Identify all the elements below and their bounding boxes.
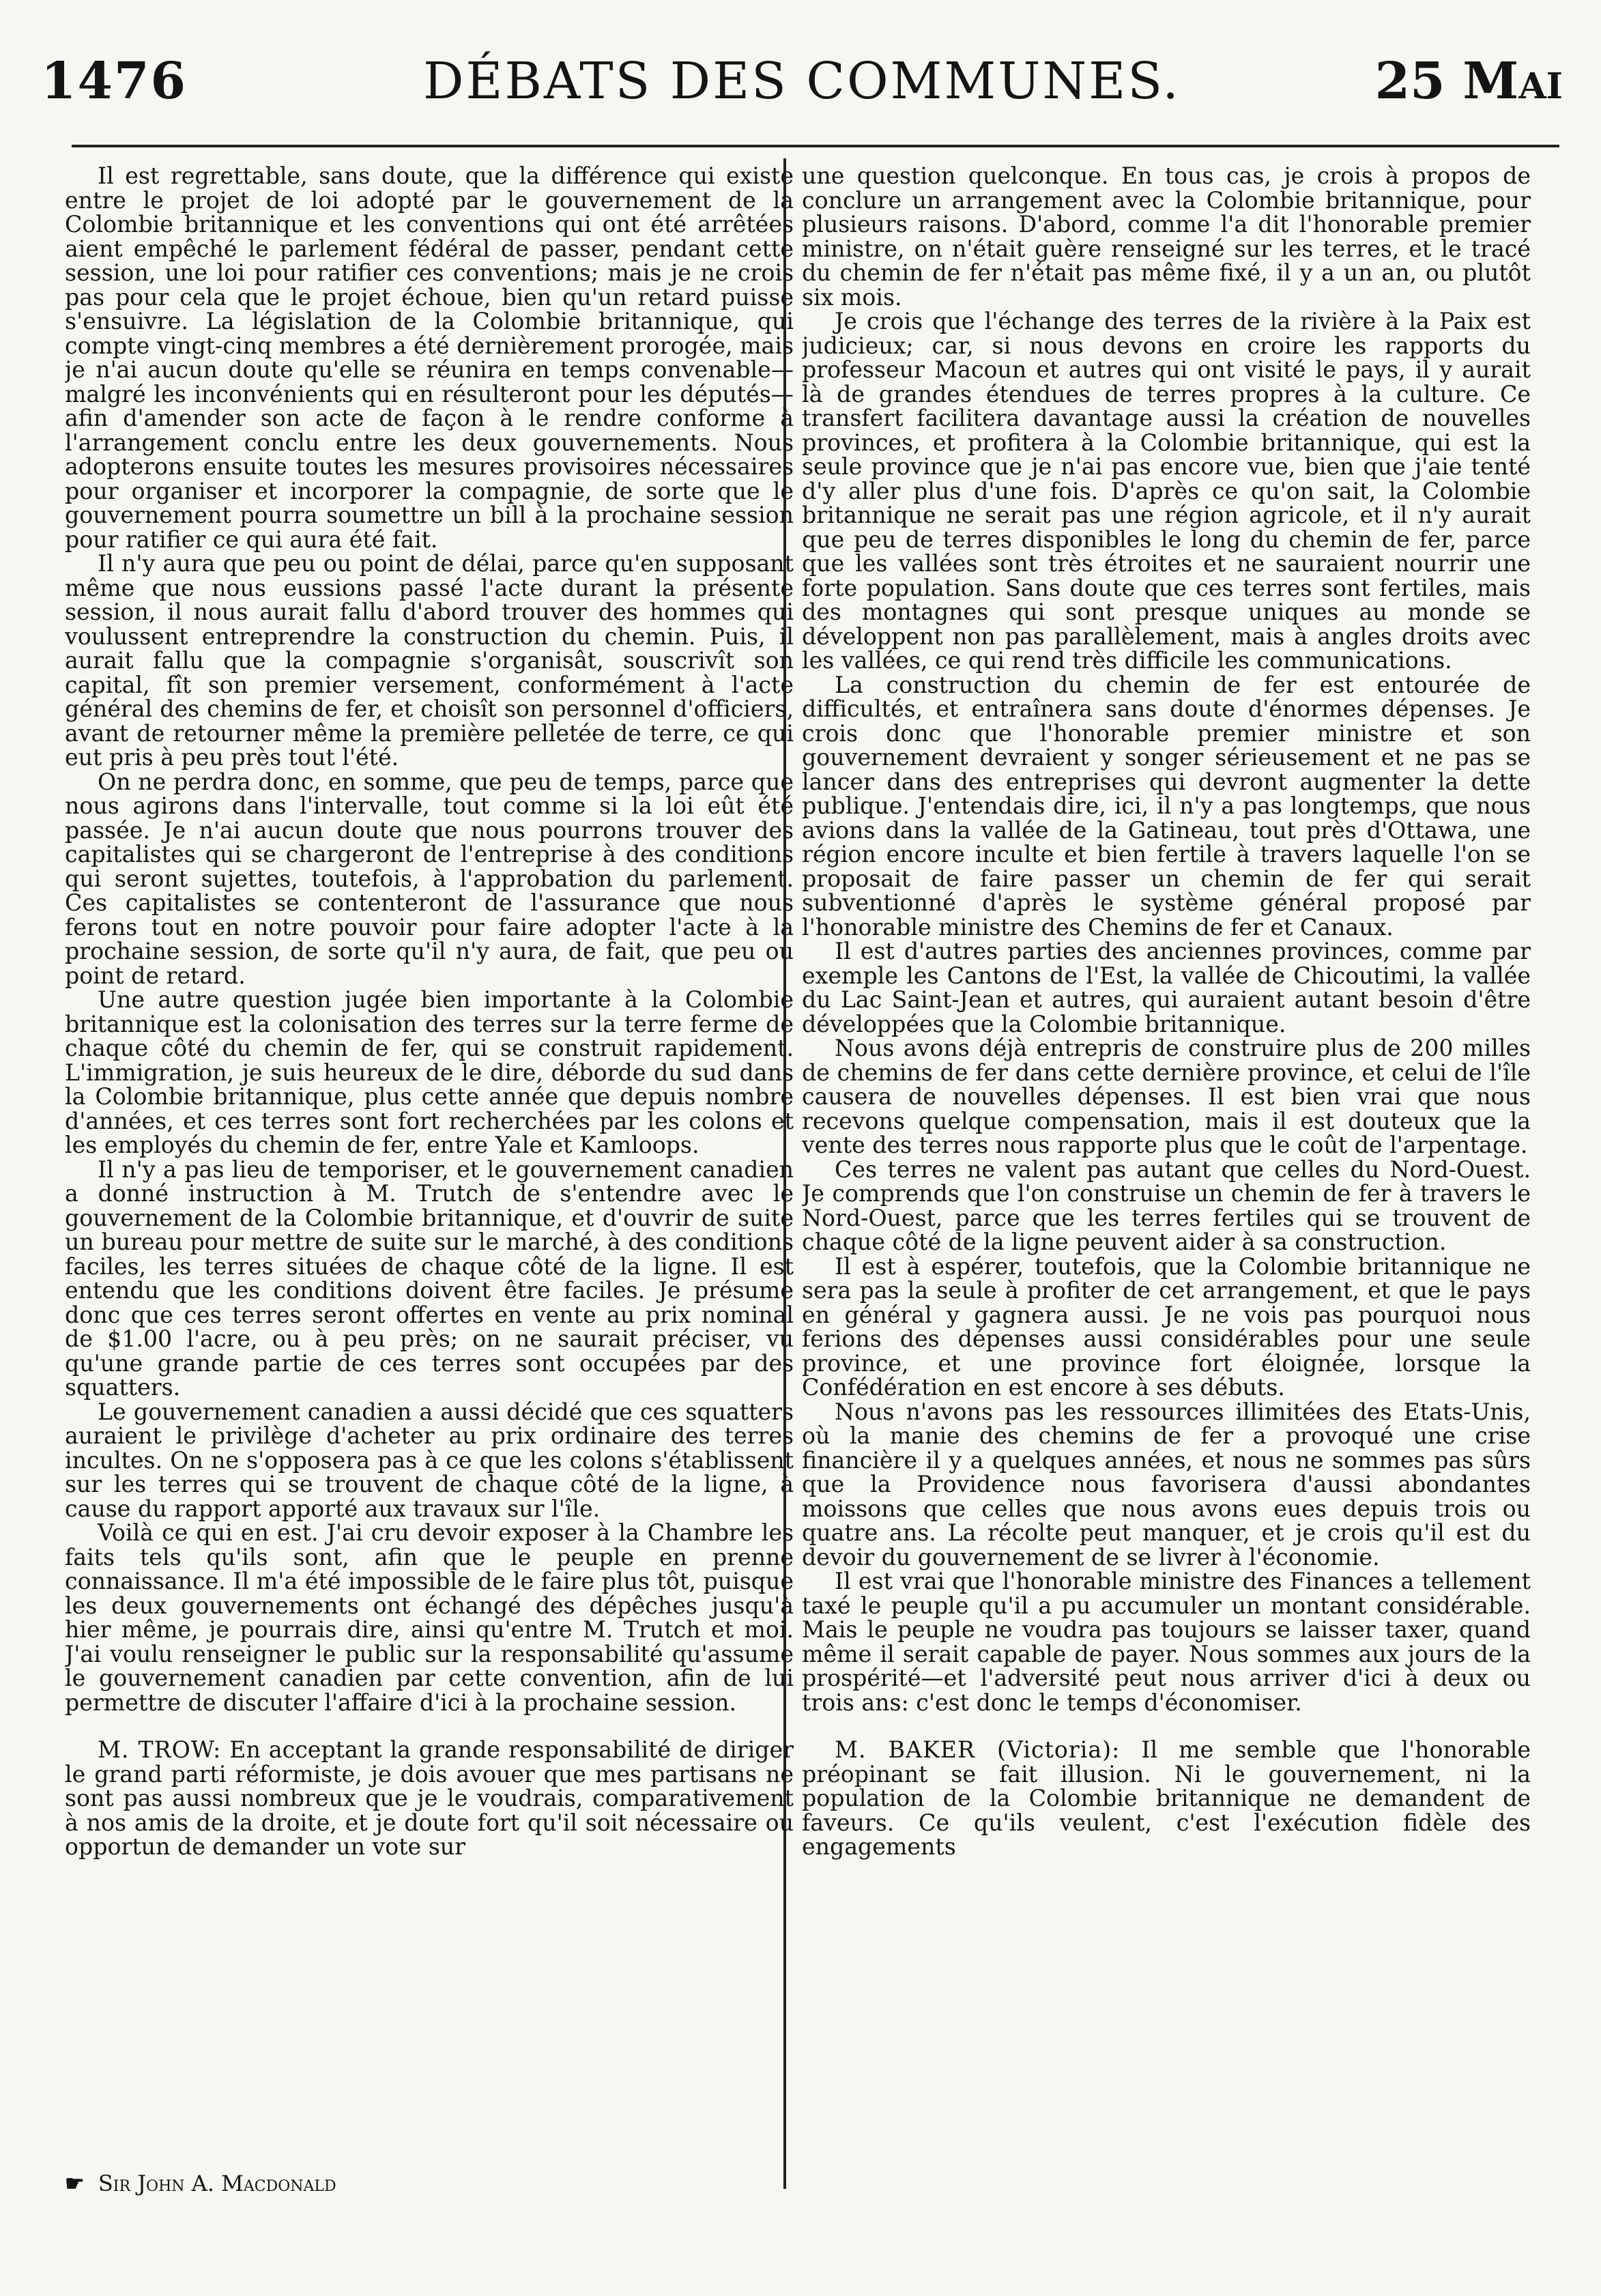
paragraph: Il est regrettable, sans doute, que la différence qui existe entre le projet de loi adopté par le gouvernement de la Colombie britannique et les conventions qui ont été arrêtées aient empêché le parlement fédéral de passer, pendant cette session, une loi pour ratifier ces conventions; mais je ne crois pas pour cela que le projet échoue, bien qu'un retard puisse s'ensuivre. La législation de la Colombie britannique, qui compte vingt-cinq membres a été dernièrement prorogée, mais je n'ai aucun doute qu'elle se réunira en temps convenable—malgré les inconvénients qui en résulteront pour les députés—afin d'amender son acte de façon à le rendre conforme à l'arrangement conclu entre les deux gouvernements. Nous adopterons ensuite toutes les mesures provisoires nécessaires pour organiser et incorporer la compagnie, de sorte que le gouvernement pourra soumettre un bill à la prochaine session pour ratifier ce qui aura été fait.	[65, 164, 794, 553]
right-column	[802, 164, 1531, 2198]
paragraph: une question quelconque. En tous cas, je crois à propos de conclure un arrangement avec la Colombie britannique, pour plusieurs raisons. D'abord, comme l'a dit l'honorable premier ministre, on n'était guère renseigné sur les terres, et le tracé du chemin de fer n'était pas même fixé, il y a un an, ou plutôt six mois.	[802, 164, 1531, 311]
paragraph: Il est d'autres parties des anciennes provinces, comme par exemple les Cantons de l'Est, la vallée de Chicoutimi, la vallée du Lac Saint-Jean et autres, qui auraient autant besoin d'être développées que la Colombie britannique.	[802, 938, 1531, 1037]
header-date	[1375, 52, 1563, 111]
header-date-month: Mai	[1462, 52, 1563, 111]
left-column	[65, 164, 794, 2170]
paragraph: Je crois que l'échange des terres de la rivière à la Paix est judicieux; car, si nous devons en croire les rapports du professeur Macoun et autres qui ont visité le pays, il y aurait là de grandes étendues de terres propres à la culture. Ce transfert facilitera davantage aussi la création de nouvelles provinces, et profitera à la Colombie britannique, qui est la seule province que je n'ai pas encore vue, bien que j'aie tenté d'y aller plus d'une fois. D'après ce qu'on sait, la Colombie britannique ne serait pas une région agricole, et il n'y aurait que peu de terres disponibles le long du chemin de fer, parce que les vallées sont très étroites et ne sauraient nourrir une forte population. Sans doute que ces terres sont fertiles, mais des montagnes qui sont presque uniques au monde se développent non pas parallèlement, mais à angles droits avec les vallées, ce qui rend très difficile les communications.	[802, 308, 1531, 674]
paragraph: Une autre question jugée bien importante à la Colombie britannique est la colonisation des terres sur la terre ferme de chaque côté du chemin de fer, qui se construit rapidement. L'immigration, je suis heureux de le dire, déborde du sud dans la Colombie britannique, plus cette année que depuis nombre d'années, et ces terres sont fort recherchées par les colons et les employés du chemin de fer, entre Yale et Kamloops.	[65, 986, 794, 1158]
speaker-name: M. TROW:	[98, 1736, 222, 1763]
speaker-name: M. BAKER (Victoria):	[835, 1736, 1121, 1763]
footer-speaker-name: Sir John A. Macdonald	[98, 2170, 336, 2196]
header-rule	[72, 145, 1559, 147]
paragraph: Nous n'avons pas les ressources illimitées des Etats-Unis, où la manie des chemins de fer a provoqué une crise financière il y a quelques années, et nous ne sommes pas sûrs que la Providence nous favorisera d'aussi abondantes moissons que celles que nous avons eues depuis trois ou quatre ans. La récolte peut manquer, et je crois qu'il est du devoir du gouvernement de se livrer à l'économie.	[802, 1398, 1531, 1570]
speech-text: En acceptant la grande responsabilité de diriger le grand parti réformiste, je dois avouer que mes partisans ne sont pas aussi nombreux que je le voudrais, comparativement à nos amis de la droite, et je doute fort qu'il soit nécessaire ou opportun de demander un vote sur	[65, 1736, 794, 1860]
paragraph: Il est à espérer, toutefois, que la Colombie britannique ne sera pas la seule à profiter de cet arrangement, et que le pays en général y gagnera aussi. Je ne vois pas pourquoi nous ferions des dépenses aussi considérables pour une seule province, et une province fort éloignée, lorsque la Confédération en est encore à ses débuts.	[802, 1252, 1531, 1401]
paragraph: On ne perdra donc, en somme, que peu de temps, parce que nous agirons dans l'intervalle, tout comme si la loi eût été passée. Je n'ai aucun doute que nous pourrons trouver des capitalistes qui se chargeront de l'entreprise à des conditions qui seront sujettes, toutefois, à l'approbation du parlement. Ces capitalistes se contenteront de l'assurance que nous ferons tout en notre pouvoir pour faire adopter l'acte à la prochaine session, de sorte qu'il n'y aura, de fait, que peu ou point de retard.	[65, 768, 794, 989]
paragraph: Il n'y aura que peu ou point de délai, parce qu'en supposant même que nous eussions passé l'acte durant la présente session, il nous aurait fallu d'abord trouver des hommes qui voulussent entreprendre la construction du chemin. Puis, il aurait fallu que la compagnie s'organisât, souscrivît son capital, fît son premier versement, conformément à l'acte général des chemins de fer, et choisît son personnel d'officiers, avant de retourner même la première pelletée de terre, ce qui eut pris à peu près tout l'été.	[65, 550, 794, 771]
page-footer	[65, 2170, 336, 2196]
page-header	[41, 48, 1563, 123]
paragraph: Le gouvernement canadien a aussi décidé que ces squatters auraient le privilège d'acheter au prix ordinaire des terres incultes. On ne s'opposera pas à ce que les colons s'établissent sur les terres qui se trouvent de chaque côté de la ligne, à cause du rapport apporté aux travaux sur l'île.	[65, 1398, 794, 1522]
paragraph: La construction du chemin de fer est entourée de difficultés, et entraînera sans doute d'énormes dépenses. Je crois donc que l'honorable premier ministre et son gouvernement devraient y songer sérieusement et ne pas se lancer dans des entreprises qui devront augmenter la dette publique. J'entendais dire, ici, il n'y a pas longtemps, que nous avions dans la vallée de la Gatineau, tout près d'Ottawa, une région encore inculte et bien fertile à travers laquelle l'on se proposait de faire passer un chemin de fer qui serait subventionné d'après le système général proposé par l'honorable ministre des Chemins de fer et Canaux.	[802, 671, 1531, 941]
paragraph: Voilà ce qui en est. J'ai cru devoir exposer à la Chambre les faits tels qu'ils sont, afin que le peuple en prenne connaissance. Il m'a été impossible de le faire plus tôt, puisque les deux gouvernements ont échangé des dépêches jusqu'à hier même, je pourrais dire, ainsi qu'entre M. Trutch et moi. J'ai voulu renseigner le public sur la responsabilité qu'assume le gouvernement canadien par cette convention, afin de lui permettre de discuter l'affaire d'ici à la prochaine session.	[65, 1519, 794, 1716]
paragraph: Nous avons déjà entrepris de construire plus de 200 milles de chemins de fer dans cette dernière province, et celui de l'île causera de nouvelles dépenses. Il est bien vrai que nous recevons quelque compensation, mais il est douteux que la vente des terres nous rapporte plus que le coût de l'arpentage.	[802, 1035, 1531, 1158]
paragraph: Ces terres ne valent pas autant que celles du Nord-Ouest. Je comprends que l'on construise un chemin de fer à travers le Nord-Ouest, parce que les terres fertiles qui se trouvent de chaque côté de la ligne peuvent aider à sa construction.	[802, 1156, 1531, 1255]
speech-paragraph	[802, 1738, 1531, 1859]
pointing-hand-icon: ☛	[65, 2170, 83, 2196]
paragraph: Il est vrai que l'honorable ministre des Finances a tellement taxé le peuple qu'il a pu accumuler un montant considérable. Mais le peuple ne voudra pas toujours se laisser taxer, quand même il serait capable de payer. Nous sommes aux jours de la prospérité—et l'adversité peut nous arriver d'ici à deux ou trois ans: c'est donc le temps d'économiser.	[802, 1568, 1531, 1716]
page-number: 1476	[41, 52, 187, 111]
journal-title: DÉBATS DES COMMUNES.	[423, 52, 1181, 111]
speech-paragraph	[65, 1738, 794, 1859]
speech-text: Il me semble que l'honorable préopinant se fait illusion. Ni le gouvernement, ni la population de la Colombie britannique ne demandent de faveurs. Ce qu'ils veulent, c'est l'exécution fidèle des engagements	[802, 1736, 1531, 1860]
header-date-day: 25	[1374, 52, 1445, 111]
paragraph: Il n'y a pas lieu de temporiser, et le gouvernement canadien a donné instruction à M. Trutch de s'entendre avec le gouvernement de la Colombie britannique, et d'ouvrir de suite un bureau pour mettre de suite sur le marché, à des conditions faciles, les terres situées de chaque côté de la ligne. Il est entendu que les conditions doivent être faciles. Je présume donc que ces terres seront offertes en vente au prix nominal de $1.00 l'acre, ou à peu près; on ne saurait préciser, vu qu'une grande partie de ces terres sont occupées par des squatters.	[65, 1156, 794, 1401]
